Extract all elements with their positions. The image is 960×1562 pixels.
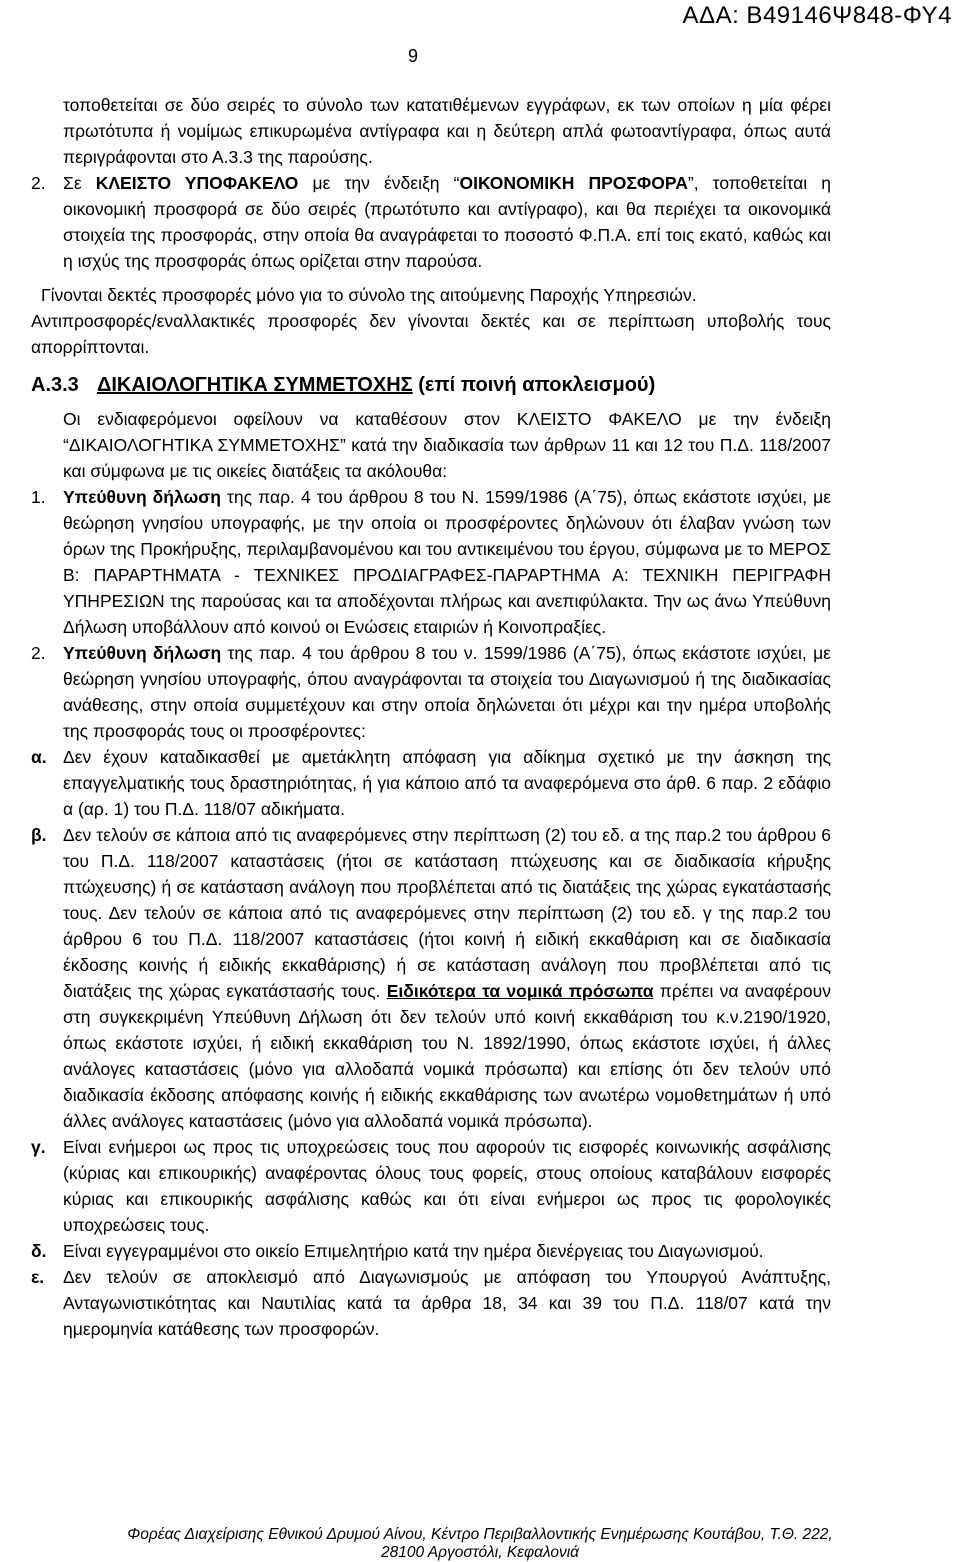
section-suffix: (επί ποινή αποκλεισμού): [412, 374, 656, 396]
list-item-2: [31, 640, 831, 744]
sublist-item-c-text: Είναι ενήμεροι ως προς τις υποχρεώσεις τους που αφορούν τις εισφορές κοινωνικής ασφάλισης (κύριας και επικουρικής) αναφέροντας όλους τους φορείς, στους οποίους καταβάλουν εισφορές κύριας και επικουρικής ασφάλισης καθώς και ότι είναι ενήμεροι ως προς τις φορολογικές υποχρεώσεις τους.: [63, 1137, 831, 1235]
sublist-item-a: [31, 744, 831, 822]
item-2-pre: Σε: [63, 173, 96, 193]
page-body: [31, 92, 831, 1342]
list-item-2-number: 2.: [31, 643, 46, 663]
sublist-item-b-text-b: πρέπει να αναφέρουν στη συγκεκριμένη Υπεύθυνη Δήλωση ότι δεν τελούν υπό κοινή εκκαθάριση του κ.ν.2190/1920, όπως εκάστοτε ισχύει, ή ειδική εκκαθάριση του Ν. 1892/1990, όπως εκάστοτε ισχύει, ή άλλες ανάλογες καταστάσεις (μόνο για αλλοδαπά νομικά πρόσωπα) και επίσης ότι δεν τελούν υπό διαδικασία έκδοσης απόφασης κοινής ή ειδικής εκκαθάρισης των ανωτέρω νομοθετημάτων ή υπό άλλες ανάλογες καταστάσεις (μόνο για αλλοδαπά νομικά πρόσωπα).: [63, 981, 831, 1131]
section-title: ΔΙΚΑΙΟΛΟΓΗΤΙΚΑ ΣΥΜΜΕΤΟΧΗΣ: [97, 374, 413, 396]
item-2-number: 2.: [31, 173, 46, 193]
sublist-item-b-text-a: Δεν τελούν σε κάποια από τις αναφερόμενες στην περίπτωση (2) του εδ. α της παρ.2 του άρθρου 6 του Π.Δ. 118/2007 καταστάσεις (ήτοι σε κατάσταση πτώχευσης και σε διαδικασία κήρυξης πτώχευσης) ή σε κατάσταση ανάλογη που προβλέπεται από τις διατάξεις της χώρας εγκατάστασής τους. Δεν τελούν σε κάποια από τις αναφερόμενες στην περίπτωση (2) του εδ. γ της παρ.2 του άρθρου 6 του Π.Δ. 118/2007 καταστάσεις (ήτοι κοινή ή ειδική εκκαθάριση και σε διαδικασία έκδοσης κοινής ή ειδικής εκκαθάρισης) ή σε κατάσταση ανάλογη που προβλέπεται από τις διατάξεις της χώρας εγκατάστασής τους.: [63, 825, 831, 1001]
sublist-item-a-text: Δεν έχουν καταδικασθεί με αμετάκλητη απόφαση για αδίκημα σχετικό με την άσκηση της επαγγελματικής τους δραστηριότητας, ή για κάποιο από τα αναφερόμενα στο άρθ. 6 παρ. 2 εδάφιο α (αρ. 1) του Π.Δ. 118/07 αδικήματα.: [63, 747, 831, 819]
list-item-1-text: της παρ. 4 του άρθρου 8 του Ν. 1599/1986 (Α΄75), όπως εκάστοτε ισχύει, με θεώρηση γνησίου υπογραφής, με την οποία οι προσφέροντες δηλώνουν ότι έλαβαν γνώση των όρων της Προκήρυξης, περιλαμβανομένου και του αντικειμένου του έργου, σύμφωνα με το ΜΕΡΟΣ Β: ΠΑΡΑΡΤΗΜΑΤΑ - ΤΕΧΝΙΚΕΣ ΠΡΟΔΙΑΓΡΑΦΕΣ-ΠΑΡΑΡΤΗΜΑ Α: ΤΕΧΝΙΚΗ ΠΕΡΙΓΡΑΦΗ ΥΠΗΡΕΣΙΩΝ της παρούσας και τα αποδέχονται πλήρως και ανεπιφύλακτα. Την ως άνω Υπεύθυνη Δήλωση υποβάλλουν από κοινού οι Ενώσεις εταιριών ή Κοινοπραξίες.: [63, 487, 831, 637]
item-2: [31, 170, 831, 274]
item-2-mid: με την ένδειξη “: [298, 173, 460, 193]
item-2-bold2: ΟΙΚΟΝΟΜΙΚΗ ΠΡΟΣΦΟΡΑ: [459, 173, 688, 193]
sublist-item-b-label: β.: [31, 825, 47, 845]
list-item-2-text: της παρ. 4 του άρθρου 8 του ν. 1599/1986 (Α΄75), όπως εκάστοτε ισχύει, με θεώρηση γνησίου υπογραφής, όπου αναγράφονται τα στοιχεία του Διαγωνισμού ή της διαδικασίας ανάθεσης, στην οποία συμμετέχουν και στην οποία δηλώνεται ότι μέχρι και την ημέρα υποβολής της προσφοράς τους οι προσφέροντες:: [63, 643, 831, 741]
sublist-item-b-emphasis: Ειδικότερα τα νομικά πρόσωπα: [386, 981, 654, 1001]
accept-paragraph: Γίνονται δεκτές προσφορές μόνο για το σύνολο της αιτούμενης Παροχής Υπηρεσιών.: [41, 285, 697, 305]
list-item-1-number: 1.: [31, 487, 46, 507]
section-number: Α.3.3: [31, 374, 79, 396]
sublist-item-c: [31, 1134, 831, 1238]
sublist-item-e-text: Δεν τελούν σε αποκλεισμό από Διαγωνισμούς με απόφαση του Υπουργού Ανάπτυξης, Ανταγωνιστικότητας και Ναυτιλίας κατά τα άρθρα 18, 34 και 39 του Π.Δ. 118/07 κατά την ημερομηνία κατάθεσης των προσφορών.: [63, 1267, 831, 1339]
section-intro: Οι ενδιαφερόμενοι οφείλουν να καταθέσουν στον ΚΛΕΙΣΤΟ ΦΑΚΕΛΟ με την ένδειξη “ΔΙΚΑΙΟΛΟΓΗΤΙΚΑ ΣΥΜΜΕΤΟΧΗΣ” κατά την διαδικασία των άρθρων 11 και 12 του Π.Δ. 118/2007 και σύμφωνα με τις οικείες διατάξεις τα ακόλουθα:: [63, 409, 831, 481]
list-item-1-bold: Υπεύθυνη δήλωση: [63, 487, 221, 507]
item-2-bold1: ΚΛΕΙΣΤΟ ΥΠΟΦΑΚΕΛΟ: [95, 173, 299, 193]
section-heading: [31, 370, 831, 400]
ada-code: ΑΔΑ: Β49146Ψ848-ΦΥ4: [682, 2, 952, 29]
sublist-item-d: [31, 1238, 831, 1264]
sublist-item-d-label: δ.: [31, 1241, 47, 1261]
page-number: 9: [408, 46, 419, 66]
list-item-2-bold: Υπεύθυνη δήλωση: [63, 643, 222, 663]
sublist-item-b: [31, 822, 831, 1134]
intro-paragraph: τοποθετείται σε δύο σειρές το σύνολο των κατατιθέμενων εγγράφων, εκ των οποίων η μία φέρει πρωτότυπα ή νομίμως επικυρωμένα αντίγραφα και η δεύτερη απλά φωτοαντίγραφα, όπως αυτά περιγράφονται στο Α.3.3 της παρούσης.: [63, 95, 831, 167]
list-item-1: [31, 484, 831, 640]
footer-line-2: 28100 Αργοστόλι, Κεφαλονιά: [380, 1544, 580, 1561]
sublist-item-a-label: α.: [31, 747, 47, 767]
sublist-item-c-label: γ.: [31, 1137, 46, 1157]
sublist-item-e-label: ε.: [31, 1267, 45, 1287]
sublist-item-e: [31, 1264, 831, 1342]
footer-line-1: Φορέας Διαχείρισης Εθνικού Δρυμού Αίνου, Κέντρο Περιβαλλοντικής Ενημέρωσης Κουτάβου, Τ.Θ. 222,: [127, 1526, 833, 1543]
reject-paragraph: Αντιπροσφορές/εναλλακτικές προσφορές δεν γίνονται δεκτές και σε περίπτωση υποβολής τους απορρίπτονται.: [31, 311, 831, 357]
sublist-item-d-text: Είναι εγγεγραμμένοι στο οικείο Επιμελητήριο κατά την ημέρα διενέργειας του Διαγωνισμού.: [63, 1241, 764, 1261]
item-2-post: ”, τοποθετείται η οικονομική προσφορά σε δύο σειρές (πρωτότυπο και αντίγραφο), και θα περιέχει τα οικονομικά στοιχεία της προσφοράς, στην οποία θα αναγράφεται το ποσοστό Φ.Π.Α. επί τοις εκατό, καθώς και η ισχύς της προσφοράς όπως ορίζεται στην παρούσα.: [63, 173, 832, 271]
